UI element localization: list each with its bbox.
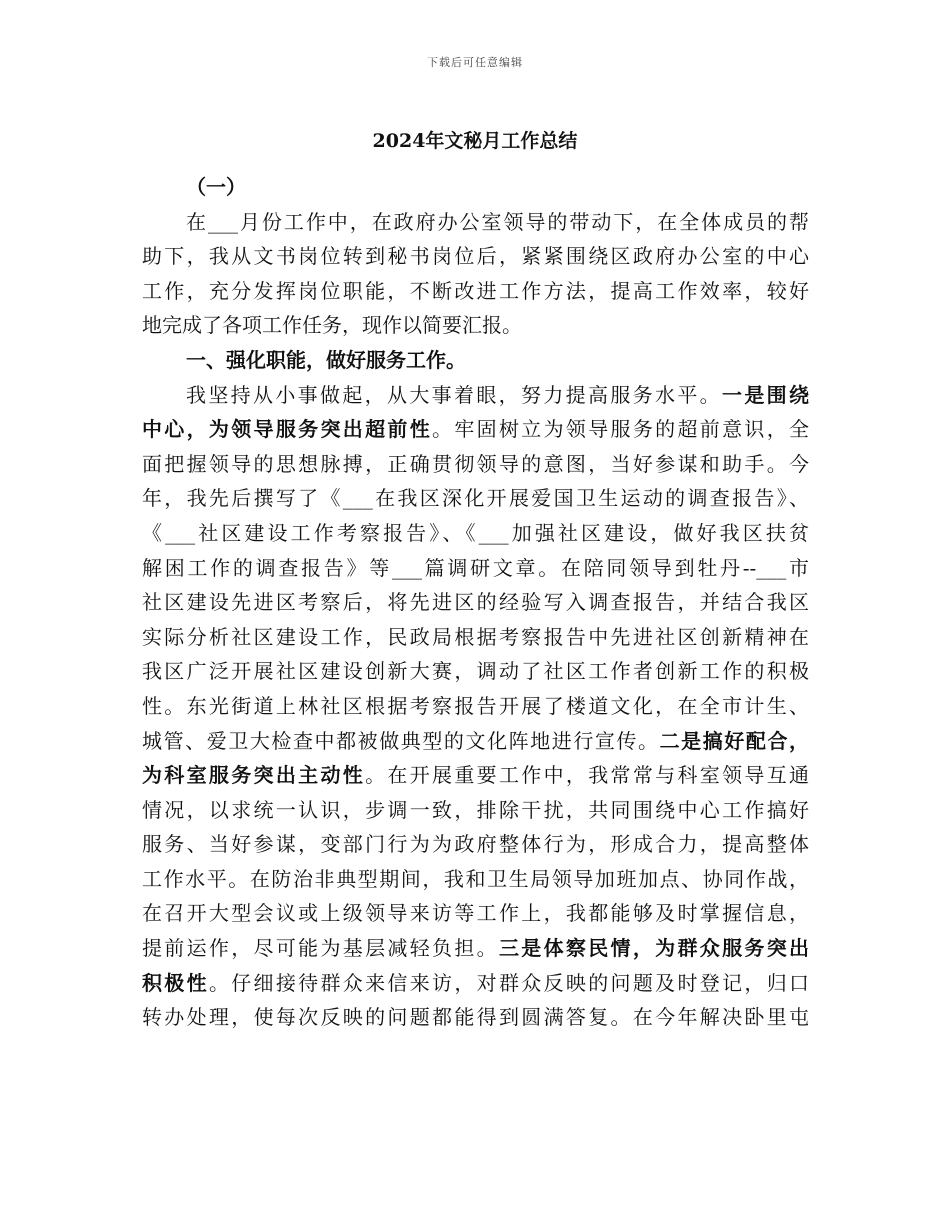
document-title: 2024年文秘月工作总结 [372,130,578,152]
paragraph-line: 在召开大型会议或上级领导来访等工作上，我都能够及时掌握信息， [142,901,809,926]
paragraph-line [142,412,809,447]
paragraph-line: 工作，充分发挥岗位职能，不断改进工作方法，提高工作效率，较好 [142,278,809,303]
paragraph-line: 《___社区建设工作考察报告》、《___加强社区建设，做好我区扶贫 [142,520,809,545]
text-run: 我坚持从小事做起，从大事着眼，努力提高服务水平。 [186,382,722,407]
paragraph-line [142,931,809,966]
paragraph-line [142,724,809,759]
document-body [142,170,809,1035]
intro-paragraph [142,205,809,343]
bold-run: 中心，为领导服务突出超前性 [142,417,433,442]
paragraph-line: 工作水平。在防治非典型期间，我和卫生局领导加班加点、协同作战， [142,866,809,891]
text-run: 提前运作，尽可能为基层减轻负担。 [142,936,499,961]
paragraph-line [142,378,809,413]
text-run: 城管、爱卫大检查中都被做典型的文化阵地进行宣传。 [142,728,660,753]
paragraph-line: 年，我先后撰写了《___在我区深化开展爱国卫生运动的调查报告》、 [142,486,809,511]
paragraph-line: 情况，以求统一认识，步调一致，排除干扰，共同围绕中心工作搞好 [142,797,809,822]
bold-run: 三是体察民情，为群众服务突出 [498,936,809,961]
paragraph-line: 解困工作的调查报告》等___篇调研文章。在陪同领导到牡丹--___市 [142,555,809,580]
bold-run: 为科室服务突出主动性 [142,763,366,788]
paragraph-line: 服务、当好参谋，变部门行为为政府整体行为，形成合力，提高整体 [142,832,809,857]
paragraph-line: 助下，我从文书岗位转到秘书岗位后，紧紧围绕区政府办公室的中心 [142,244,809,269]
bold-run: 积极性 [142,970,209,995]
text-run: 。牢固树立为领导服务的超前意识，全 [432,417,809,442]
bold-run: 二是搞好配合， [659,728,809,753]
paragraph-line: 实际分析社区建设工作，民政局根据考察报告中先进社区创新精神在 [142,624,809,649]
paragraph-line: 社区建设先进区考察后，将先进区的经验写入调查报告，并结合我区 [142,590,809,615]
paragraph-line: 性。东光街道上林社区根据考察报告开展了楼道文化，在全市计生、 [142,693,809,718]
paragraph-line: 地完成了各项工作任务，现作以简要汇报。 [142,313,522,338]
section-label: （一） [186,175,246,199]
paragraph-line: 我区广泛开展社区建设创新大赛，调动了社区工作者创新工作的积极 [142,659,809,684]
bold-run: 一是围绕 [722,382,809,407]
paragraph-line: 在___月份工作中，在政府办公室领导的带动下，在全体成员的帮 [186,209,809,234]
text-run: 。仔细接待群众来信来访，对群众反映的问题及时登记，归口 [208,970,809,995]
section-heading: 一、强化职能，做好服务工作。 [186,347,466,372]
body-paragraph [142,378,809,1035]
header-note: 下载后可任意编辑 [427,56,523,69]
paragraph-line: 面把握领导的思想脉搏，正确贯彻领导的意图，当好参谋和助手。今 [142,451,809,476]
paragraph-line [142,966,809,1001]
paragraph-line [142,758,809,793]
paragraph-line: 转办处理，使每次反映的问题都能得到圆满答复。在今年解决卧里屯 [142,1005,809,1030]
text-run: 。在开展重要工作中，我常常与科室领导互通 [365,763,809,788]
